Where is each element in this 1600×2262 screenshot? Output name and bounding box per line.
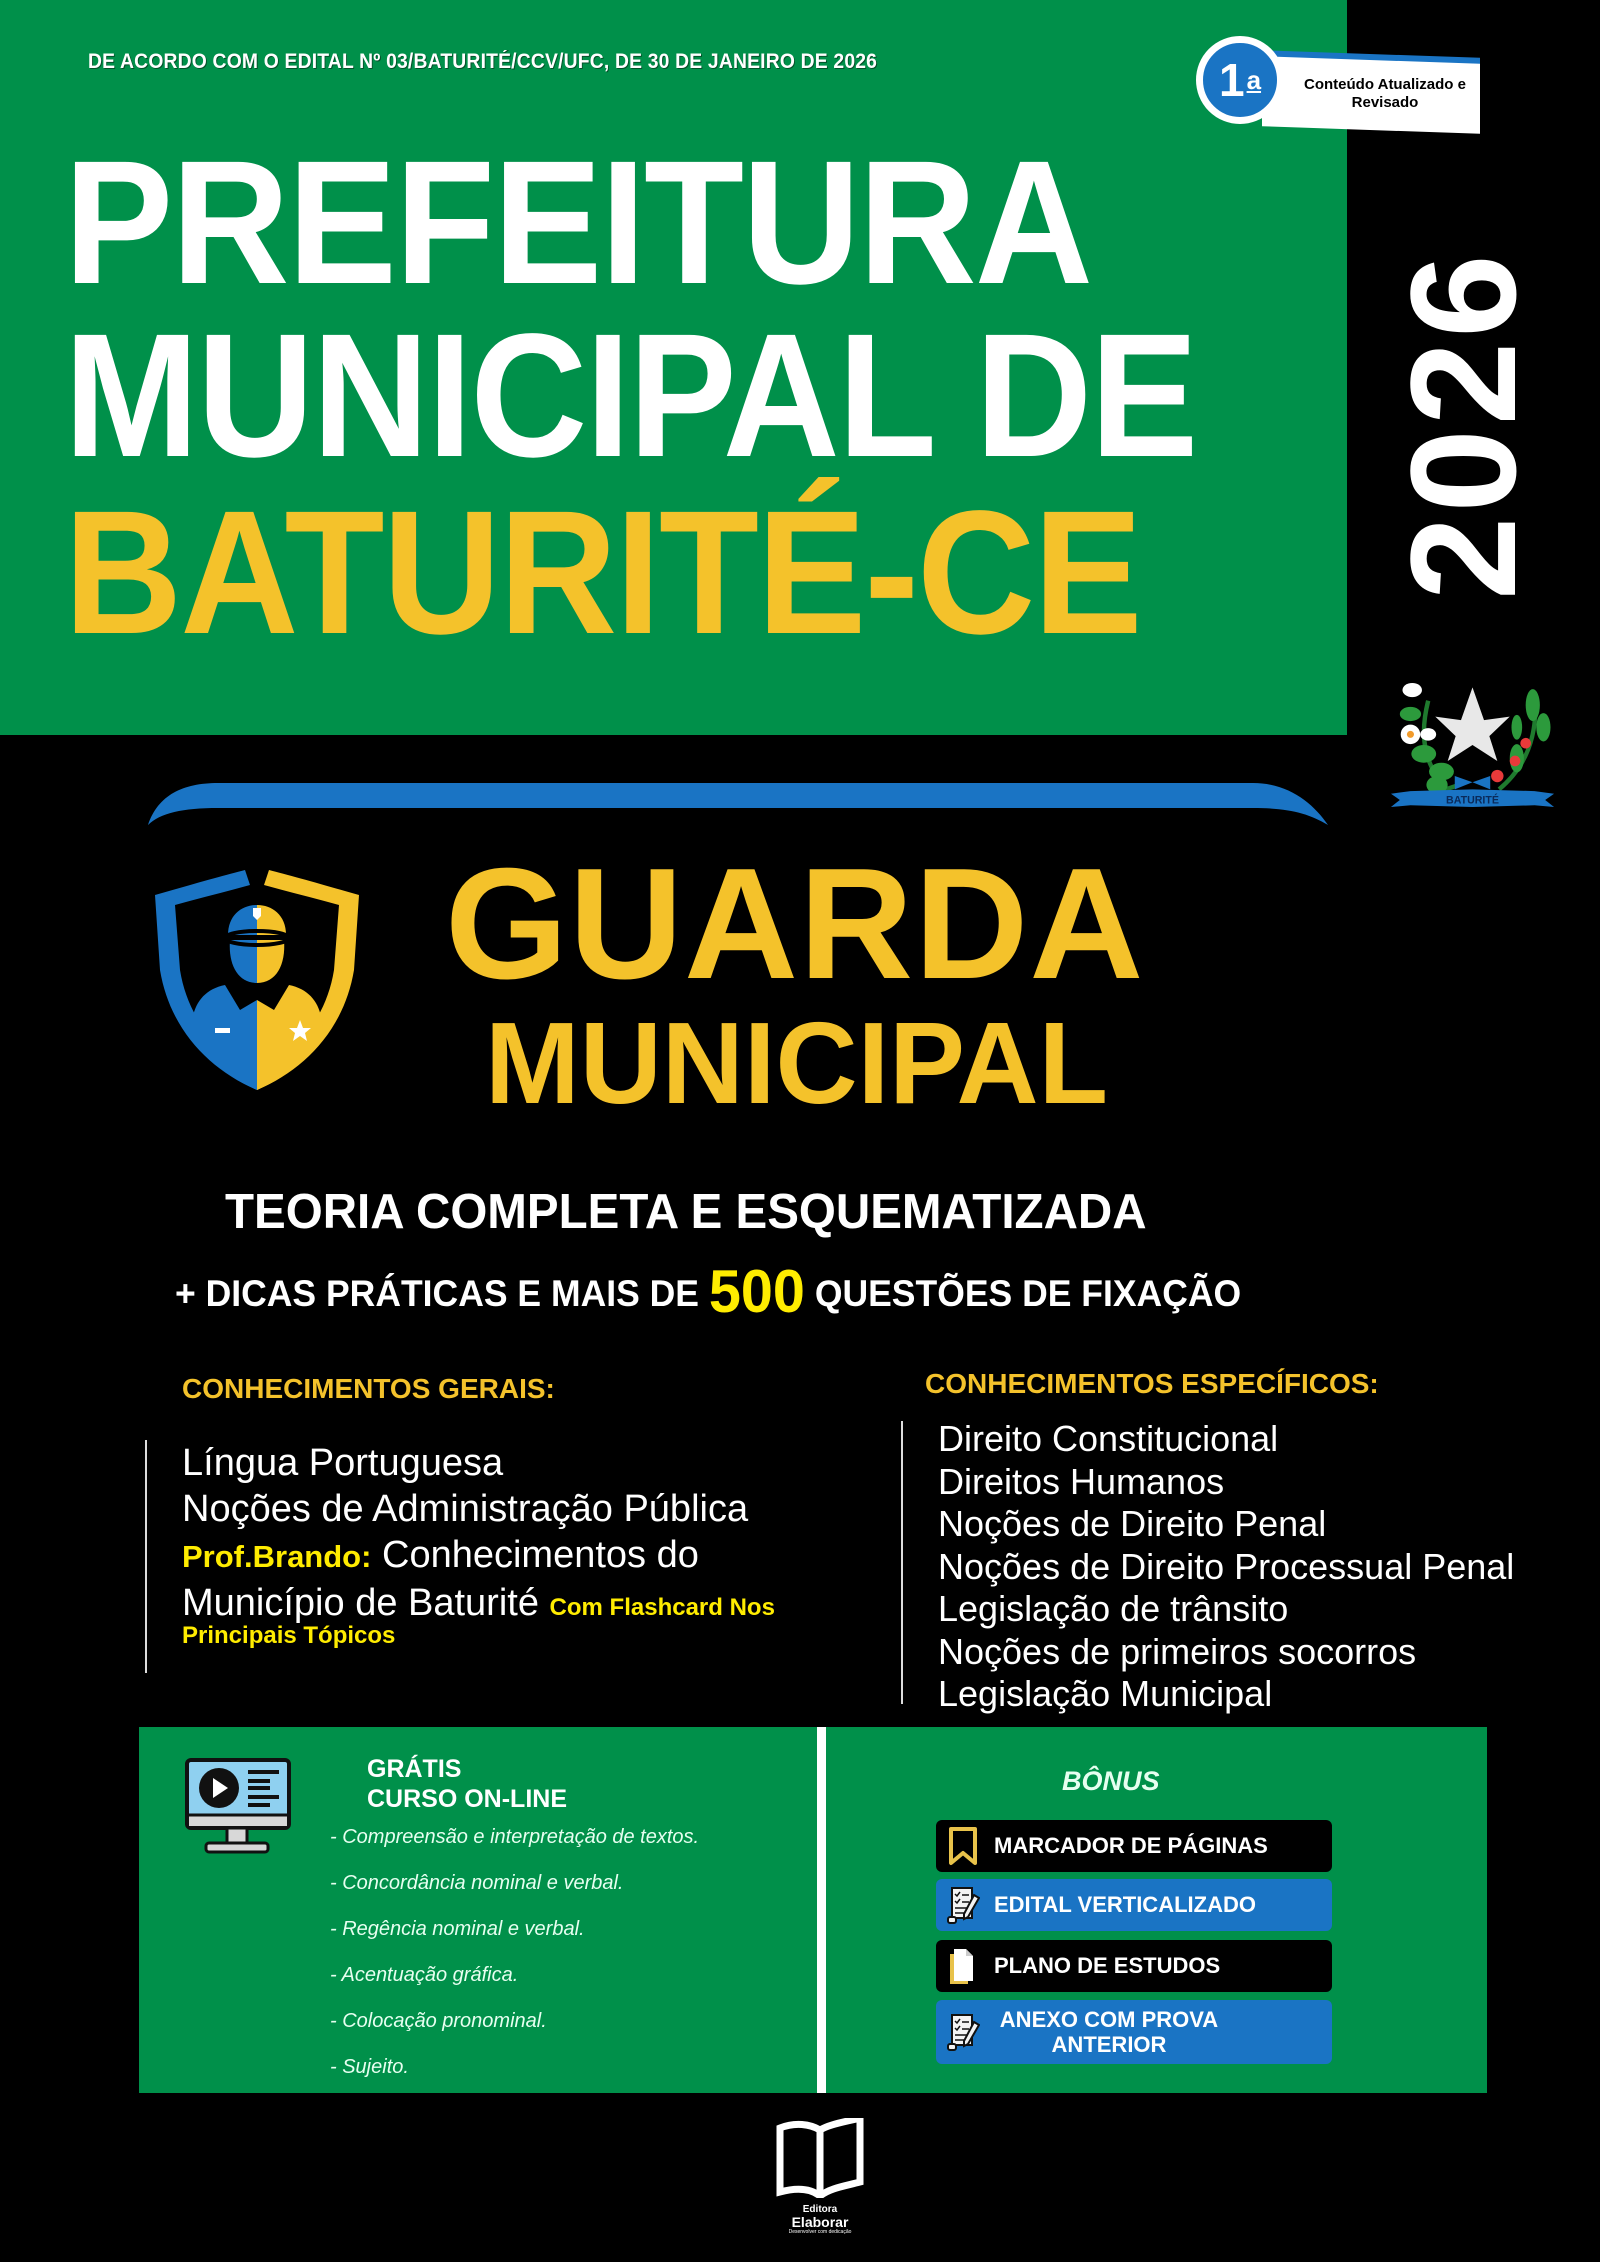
- role-title-municipal: MUNICIPAL: [485, 998, 1109, 1128]
- specific-knowledge-divider: [901, 1421, 903, 1704]
- publisher-tagline: Desenvolver com dedicação: [788, 2229, 852, 2235]
- list-item: [182, 1532, 775, 1580]
- checklist-pencil-icon: [946, 2012, 980, 2052]
- role-title-guarda: GUARDA: [445, 836, 1145, 1012]
- list-item: - Colocação pronominal.: [330, 2010, 547, 2032]
- extras-divider: [817, 1727, 826, 2093]
- publisher-name: Elaborar: [791, 2214, 849, 2230]
- bonus-item-edital: [936, 1879, 1332, 1931]
- tagline-questions-suffix: QUESTÕES DE FIXAÇÃO: [814, 1273, 1242, 1314]
- list-item: Noções de Direito Penal: [938, 1503, 1327, 1544]
- edition-ordinal: a: [1246, 64, 1262, 95]
- list-item: Direitos Humanos: [938, 1460, 1225, 1502]
- list-item: Noções de Administração Pública: [182, 1488, 749, 1530]
- list-item: Noções de Direito Processual Penal: [938, 1545, 1515, 1587]
- publisher-logo: [765, 2118, 875, 2235]
- prof-item-a: Conhecimentos do: [382, 1534, 699, 1576]
- bonus-item-label: MARCADOR DE PÁGINAS: [994, 1833, 1268, 1859]
- bonus-item-bookmark: [936, 1820, 1332, 1872]
- prof-item-b: Município de Baturité: [182, 1582, 539, 1624]
- specific-knowledge-list: [938, 1418, 1514, 1716]
- list-item: Língua Portuguesa: [182, 1442, 504, 1484]
- bonus-item-label: ANEXO COM PROVA ANTERIOR: [999, 2006, 1219, 2057]
- list-item: - Acentuação gráfica.: [330, 1964, 519, 1986]
- prof-label: Prof.Brando:: [182, 1539, 372, 1574]
- guard-shield-icon: [150, 860, 365, 1090]
- bonus-item-label: EDITAL VERTICALIZADO: [994, 1892, 1256, 1918]
- title-prefeitura: PREFEITURA: [64, 125, 1092, 321]
- document-icon: [946, 1946, 980, 1986]
- list-item: Noções de primeiros socorros: [938, 1630, 1417, 1672]
- title-municipal-de: MUNICIPAL DE: [64, 298, 1197, 494]
- flashcard-note-b: Principais Tópicos: [182, 1622, 396, 1649]
- general-knowledge-divider: [145, 1440, 147, 1673]
- free-course-topics: [330, 1826, 699, 2102]
- general-knowledge-list: [182, 1440, 775, 1649]
- questions-count: 500: [708, 1258, 805, 1325]
- specific-knowledge-heading: CONHECIMENTOS ESPECÍFICOS:: [925, 1368, 1379, 1399]
- tagline-questions-prefix: + DICAS PRÁTICAS E MAIS DE: [175, 1273, 699, 1314]
- edition-badge-text: Conteúdo Atualizado e Revisado: [1304, 76, 1466, 111]
- list-item: Legislação de trânsito: [938, 1588, 1289, 1629]
- bookmark-icon: [946, 1826, 980, 1866]
- list-item: - Concordância nominal e verbal.: [330, 1872, 624, 1894]
- year-vertical: 2026: [1379, 250, 1547, 600]
- general-knowledge-heading: CONHECIMENTOS GERAIS:: [182, 1373, 555, 1404]
- bonus-item-study-plan: [936, 1940, 1332, 1992]
- publisher-prefix: Editora: [802, 2204, 838, 2215]
- list-item: Direito Constitucional: [938, 1418, 1279, 1459]
- list-item: - Regência nominal e verbal.: [330, 1918, 585, 1940]
- free-course-line2: CURSO ON-LINE: [367, 1785, 567, 1813]
- flashcard-note-a: Com Flashcard Nos: [549, 1594, 775, 1621]
- tagline-questions: [175, 1258, 1242, 1325]
- checklist-pencil-icon: [946, 1885, 980, 1925]
- decorative-blue-arc: [148, 783, 1328, 825]
- online-course-monitor-icon: [184, 1757, 292, 1857]
- bonus-heading: BÔNUS: [1062, 1766, 1160, 1796]
- coat-of-arms-icon: [1375, 665, 1570, 825]
- edital-reference: DE ACORDO COM O EDITAL Nº 03/BATURITÉ/CCV/UFC, DE 30 DE JANEIRO DE 2026: [88, 50, 878, 73]
- list-item: - Sujeito.: [330, 2056, 409, 2078]
- tagline-theory: TEORIA COMPLETA E ESQUEMATIZADA: [225, 1185, 1147, 1239]
- list-item: - Compreensão e interpretação de textos.: [330, 1826, 700, 1848]
- edition-badge-circle: [1196, 36, 1284, 124]
- open-book-icon: [770, 2118, 870, 2198]
- bonus-item-previous-exam: [936, 2000, 1332, 2064]
- edition-number: 1: [1218, 54, 1245, 106]
- coat-of-arms-label: BATURITÉ: [1446, 794, 1499, 807]
- bonus-item-label: PLANO DE ESTUDOS: [994, 1953, 1221, 1979]
- title-city: BATURITÉ-CE: [64, 475, 1141, 671]
- list-item: Legislação Municipal: [938, 1673, 1273, 1714]
- free-course-title: [367, 1754, 567, 1814]
- free-course-line1: GRÁTIS: [367, 1755, 462, 1783]
